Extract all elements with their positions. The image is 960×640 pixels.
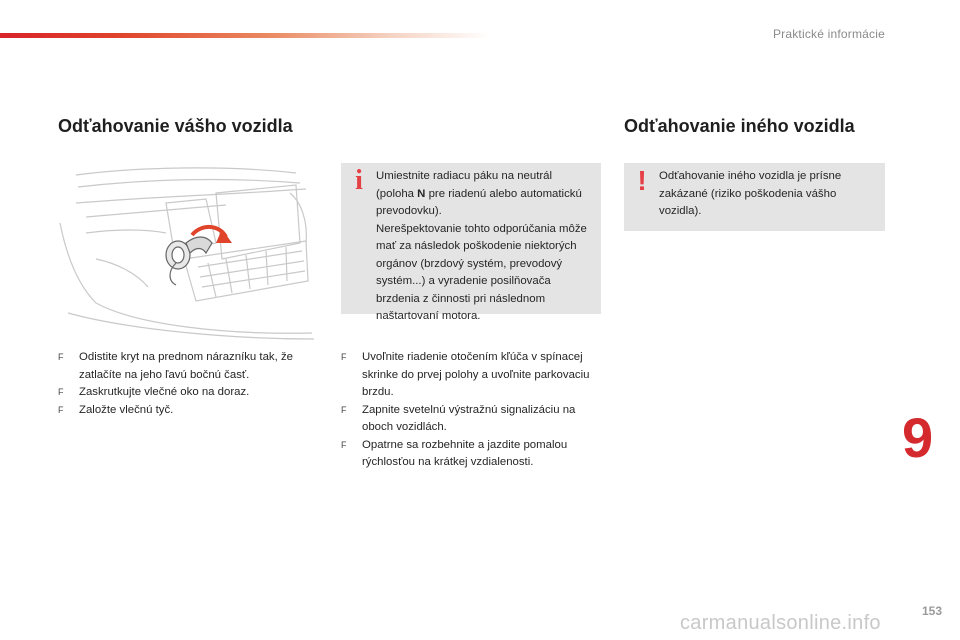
info-text-part3: Nerešpektovanie tohto odporúčania môže mať za následok poškodenie niektorých orgánov (brzdový systém, prevodový systém...) a vyradenie posilňovača brzdenia z činnosti pri následnom naštartovaní motora. <box>376 222 587 322</box>
info-text-part2: pre riadenú alebo automatickú prevodovku). <box>376 187 582 217</box>
step-text: Zaskrutkujte vlečné oko na doraz. <box>79 386 250 398</box>
bullet-icon: F <box>341 404 347 415</box>
bullet-icon: F <box>341 352 347 362</box>
warning-text: Odťahovanie iného vozidla je prísne zakázané (riziko poškodenia vášho vozidla). <box>659 170 842 217</box>
towing-steps-list <box>58 349 320 419</box>
watermark: carmanualsonline.info <box>680 612 881 634</box>
header-accent-bar <box>0 33 490 38</box>
warning-icon: ! <box>637 165 647 196</box>
info-text-bold: N <box>417 187 426 200</box>
front-bumper-drawing <box>56 163 318 341</box>
warning-box <box>624 163 885 231</box>
step-text: Opatrne sa rozbehnite a jazdite pomalou rýchlosťou na krátkej vzdialenosti. <box>362 438 568 468</box>
step-text: Založte vlečnú tyč. <box>79 403 174 416</box>
info-text-part1: Umiestnite radiacu páku na neutrál (poloha <box>376 170 553 200</box>
list-item <box>58 384 320 402</box>
front-bumper-illustration <box>56 163 318 341</box>
towing-other-vehicle-title: Odťahovanie iného vozidla <box>624 116 855 136</box>
section-header: Praktické informácie <box>772 27 885 41</box>
list-item <box>341 402 603 437</box>
page-number: 153 <box>921 604 942 618</box>
step-text: Uvoľnite riadenie otočením kľúča v spínacej skrinke do prvej polohy a uvoľnite parkovaciu brzdu. <box>362 351 590 398</box>
bullet-icon: F <box>58 352 64 362</box>
bullet-icon: F <box>58 404 64 415</box>
info-icon: i <box>355 165 363 196</box>
step-text: Zapnite svetelnú výstražnú signalizáciu na oboch vozidlách. <box>362 403 576 433</box>
list-item <box>341 349 603 402</box>
towing-precautions-list <box>341 349 603 472</box>
list-item <box>58 402 320 420</box>
list-item <box>341 437 603 472</box>
bullet-icon: F <box>341 439 347 450</box>
step-text: Odistite kryt na prednom nárazníku tak, že zatlačíte na jeho ľavú bočnú časť. <box>79 351 293 381</box>
chapter-number: 9 <box>902 406 934 469</box>
bullet-icon: F <box>58 387 64 397</box>
list-item <box>58 349 320 384</box>
info-text <box>376 168 591 326</box>
towing-own-vehicle-title: Odťahovanie vášho vozidla <box>58 116 293 136</box>
info-box <box>341 163 601 322</box>
